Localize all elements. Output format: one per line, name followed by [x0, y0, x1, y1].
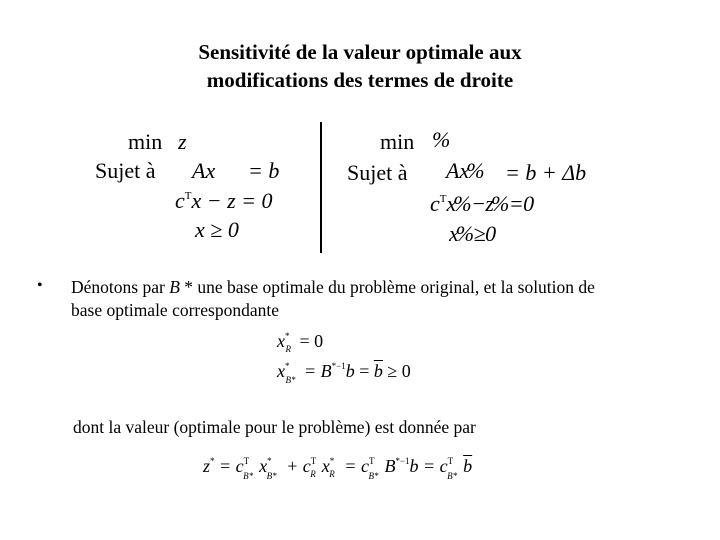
right-constraint-1-lhs: Ax% [446, 158, 482, 183]
bullet-line-2: base optimale correspondante [71, 300, 279, 320]
value-text: dont la valeur (optimale pour le problème) est donnée par [73, 417, 476, 437]
eq-xB: $x^*_{B*} = B^{*-1}b = \overline{b} \ge 0$ [277, 361, 411, 385]
eq-xR: $x^*_R = 0$ [277, 331, 324, 354]
left-subject-to: Sujet à [95, 158, 156, 183]
right-constraint-2: $c^Tx\% - z\% = 0$ [430, 191, 532, 216]
left-objective-var: z [178, 129, 187, 154]
slide-title [0, 38, 720, 94]
left-min-keyword: min [128, 129, 163, 154]
title-line-1: Sensitivité de la valeur optimale aux [198, 40, 522, 64]
right-objective-var: % [432, 127, 448, 152]
right-subject-to: Sujet à [347, 160, 408, 185]
eq-z-star: $z^* = c^T_{B*}$ $x^*_{B*} + c^T_R$ $x^*_R = c^T_{B*}$ $B^{*-1}b = c^T_{B*}$ $\overline{b}$ [203, 456, 473, 481]
left-constraint-1-rhs: = b [248, 158, 280, 183]
right-constraint-3: x% ≥ 0 [449, 221, 494, 246]
bullet-icon: • [37, 277, 43, 294]
right-constraint-1-rhs: = b + Δb [505, 160, 587, 185]
bullet-text [71, 276, 595, 322]
left-constraint-1-lhs: Ax [192, 158, 216, 183]
right-min-keyword: min [380, 129, 415, 154]
title-line-2: modifications des termes de droite [206, 68, 514, 92]
vertical-divider [320, 122, 322, 253]
left-constraint-2: $c^Tx - z = 0$ [175, 188, 273, 213]
left-constraint-3: x ≥ 0 [195, 217, 239, 242]
bullet-line-1: Dénotons par B * une base optimale du problème original, et la solution de [71, 277, 595, 297]
